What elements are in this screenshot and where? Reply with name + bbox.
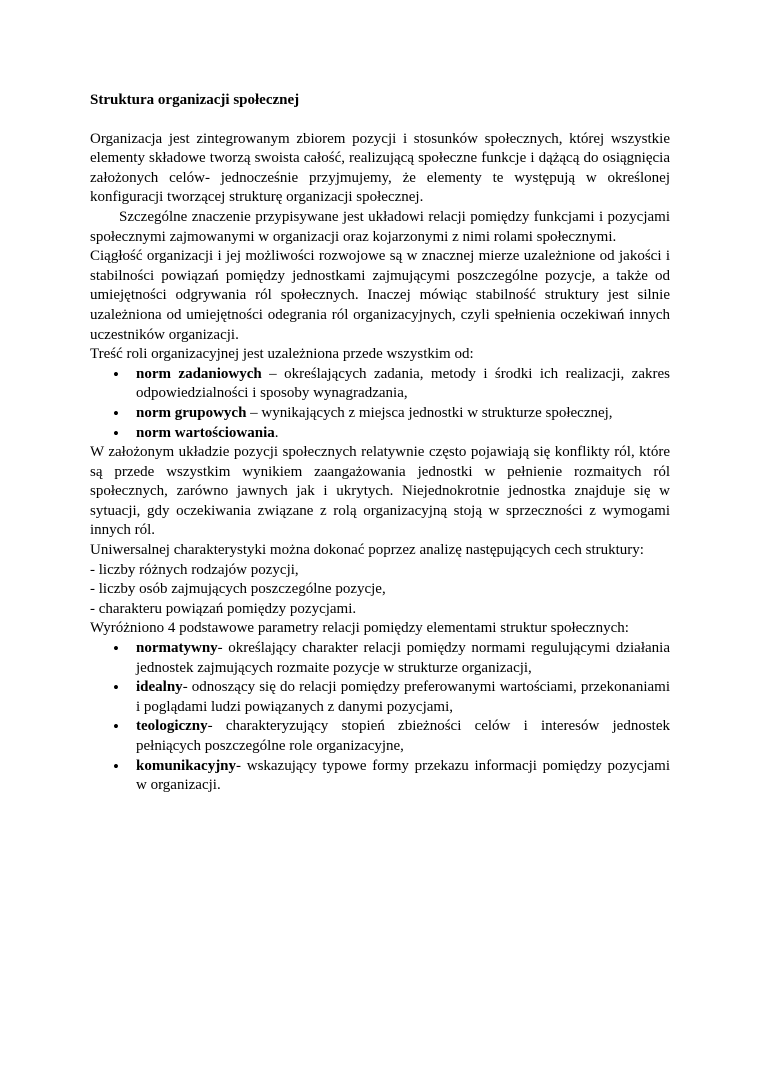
list-item-desc: . [274,424,279,441]
list-item [90,424,670,444]
norms-list [90,365,670,443]
list-item-term: norm zadaniowych [136,365,262,382]
paragraph-parameters: Wyróżniono 4 podstawowe parametry relacji pomiędzy elementami struktur społecznych: [90,620,629,637]
list-item-term: idealny [136,679,183,696]
list-item-desc: - wskazujący typowe formy przekazu informacji pomiędzy pozycjami w organizacji. [136,757,670,794]
list-item-term: teologiczny [136,718,208,735]
list-item: - charakteru powiązań pomiędzy pozycjami. [90,600,357,617]
paragraph-relations: Szczególne znaczenie przypisywane jest układowi relacji pomiędzy funkcjami i pozycjami społecznymi zajmowanymi w organizacji oraz kojarzonymi z nimi rolami społecznymi. [90,208,670,245]
list-item-desc: – wynikających z miejsca jednostki w strukturze społecznej, [246,404,613,421]
list-item-desc: – określających zadania, metody i środki ich realizacji, zakres odpowiedzialności i sposoby wynagradzania, [136,365,671,402]
list-item: - liczby różnych rodzajów pozycji, [90,561,299,578]
paragraph-role-content: Treść roli organizacyjnej jest uzależniona przede wszystkim od: [90,346,474,363]
list-item-term: norm wartościowania [136,424,275,441]
list-item [90,757,670,796]
list-item [90,365,670,404]
list-item [90,678,670,717]
paragraph-conflicts: W założonym układzie pozycji społecznych relatywnie często pojawiają się konflikty ról, które są przede wszystkim wynikiem zaangażowania jednostki w pełnienie rozmaitych ról społecznych, zarówno jawnych jak i ukrytych. Niejednokrotnie jednostka znajduje się w sytuacji, gdy oczekiwania związane z rolą organizacyjną stoją w sprzeczności z wymogami innych ról. [90,444,670,539]
list-item [90,717,670,756]
list-item-term: komunikacyjny [136,757,237,774]
parameters-list [90,639,670,796]
list-item-term: norm grupowych [136,404,247,421]
document-page [90,91,670,796]
list-item-desc: - odnoszący się do relacji pomiędzy preferowanymi wartościami, przekonaniami i poglądami ludzi powiązanych z danymi pozycjami, [136,679,670,715]
document-title: Struktura organizacji społecznej [90,92,300,108]
paragraph-characteristics: Uniwersalnej charakterystyki można dokonać poprzez analizę następujących cech struktury: [90,542,644,559]
list-item: - liczby osób zajmujących poszczególne pozycje, [90,581,386,598]
list-item [90,404,670,424]
paragraph-continuity: Ciągłość organizacji i jej możliwości rozwojowe są w znacznej mierze uzależnione od jakości i stabilności powiązań pomiędzy jednostkami zajmującymi poszczególne pozycje, a także od umiejętności odgrywania ról społecznych. Inaczej mówiąc stabilność struktury jest silnie uzależniona od umiejętności odegrania ról organizacyjnych, czyli spełnienia oczekiwań innych uczestników organizacji. [90,248,670,343]
list-item-desc: - określający charakter relacji pomiędzy normami regulującymi działania jednostek zajmujących rozmaite pozycje w strukturze organizacji, [136,640,670,676]
paragraph-definition: Organizacja jest zintegrowanym zbiorem pozycji i stosunków społecznych, której wszystkie elementy składowe tworzą swoista całość, realizującą społeczne funkcje i dążącą do osiągnięcia założonych celów- jednocześnie przyjmujemy, że elementy te występują w określonej konfiguracji tworzącej strukturę organizacji społecznej. [90,130,670,206]
features-list [90,561,670,620]
list-item-term: normatywny [136,640,218,657]
list-item [90,639,670,678]
list-item-desc: - charakteryzujący stopień zbieżności celów i interesów jednostek pełniących poszczególne role organizacyjne, [136,718,670,754]
